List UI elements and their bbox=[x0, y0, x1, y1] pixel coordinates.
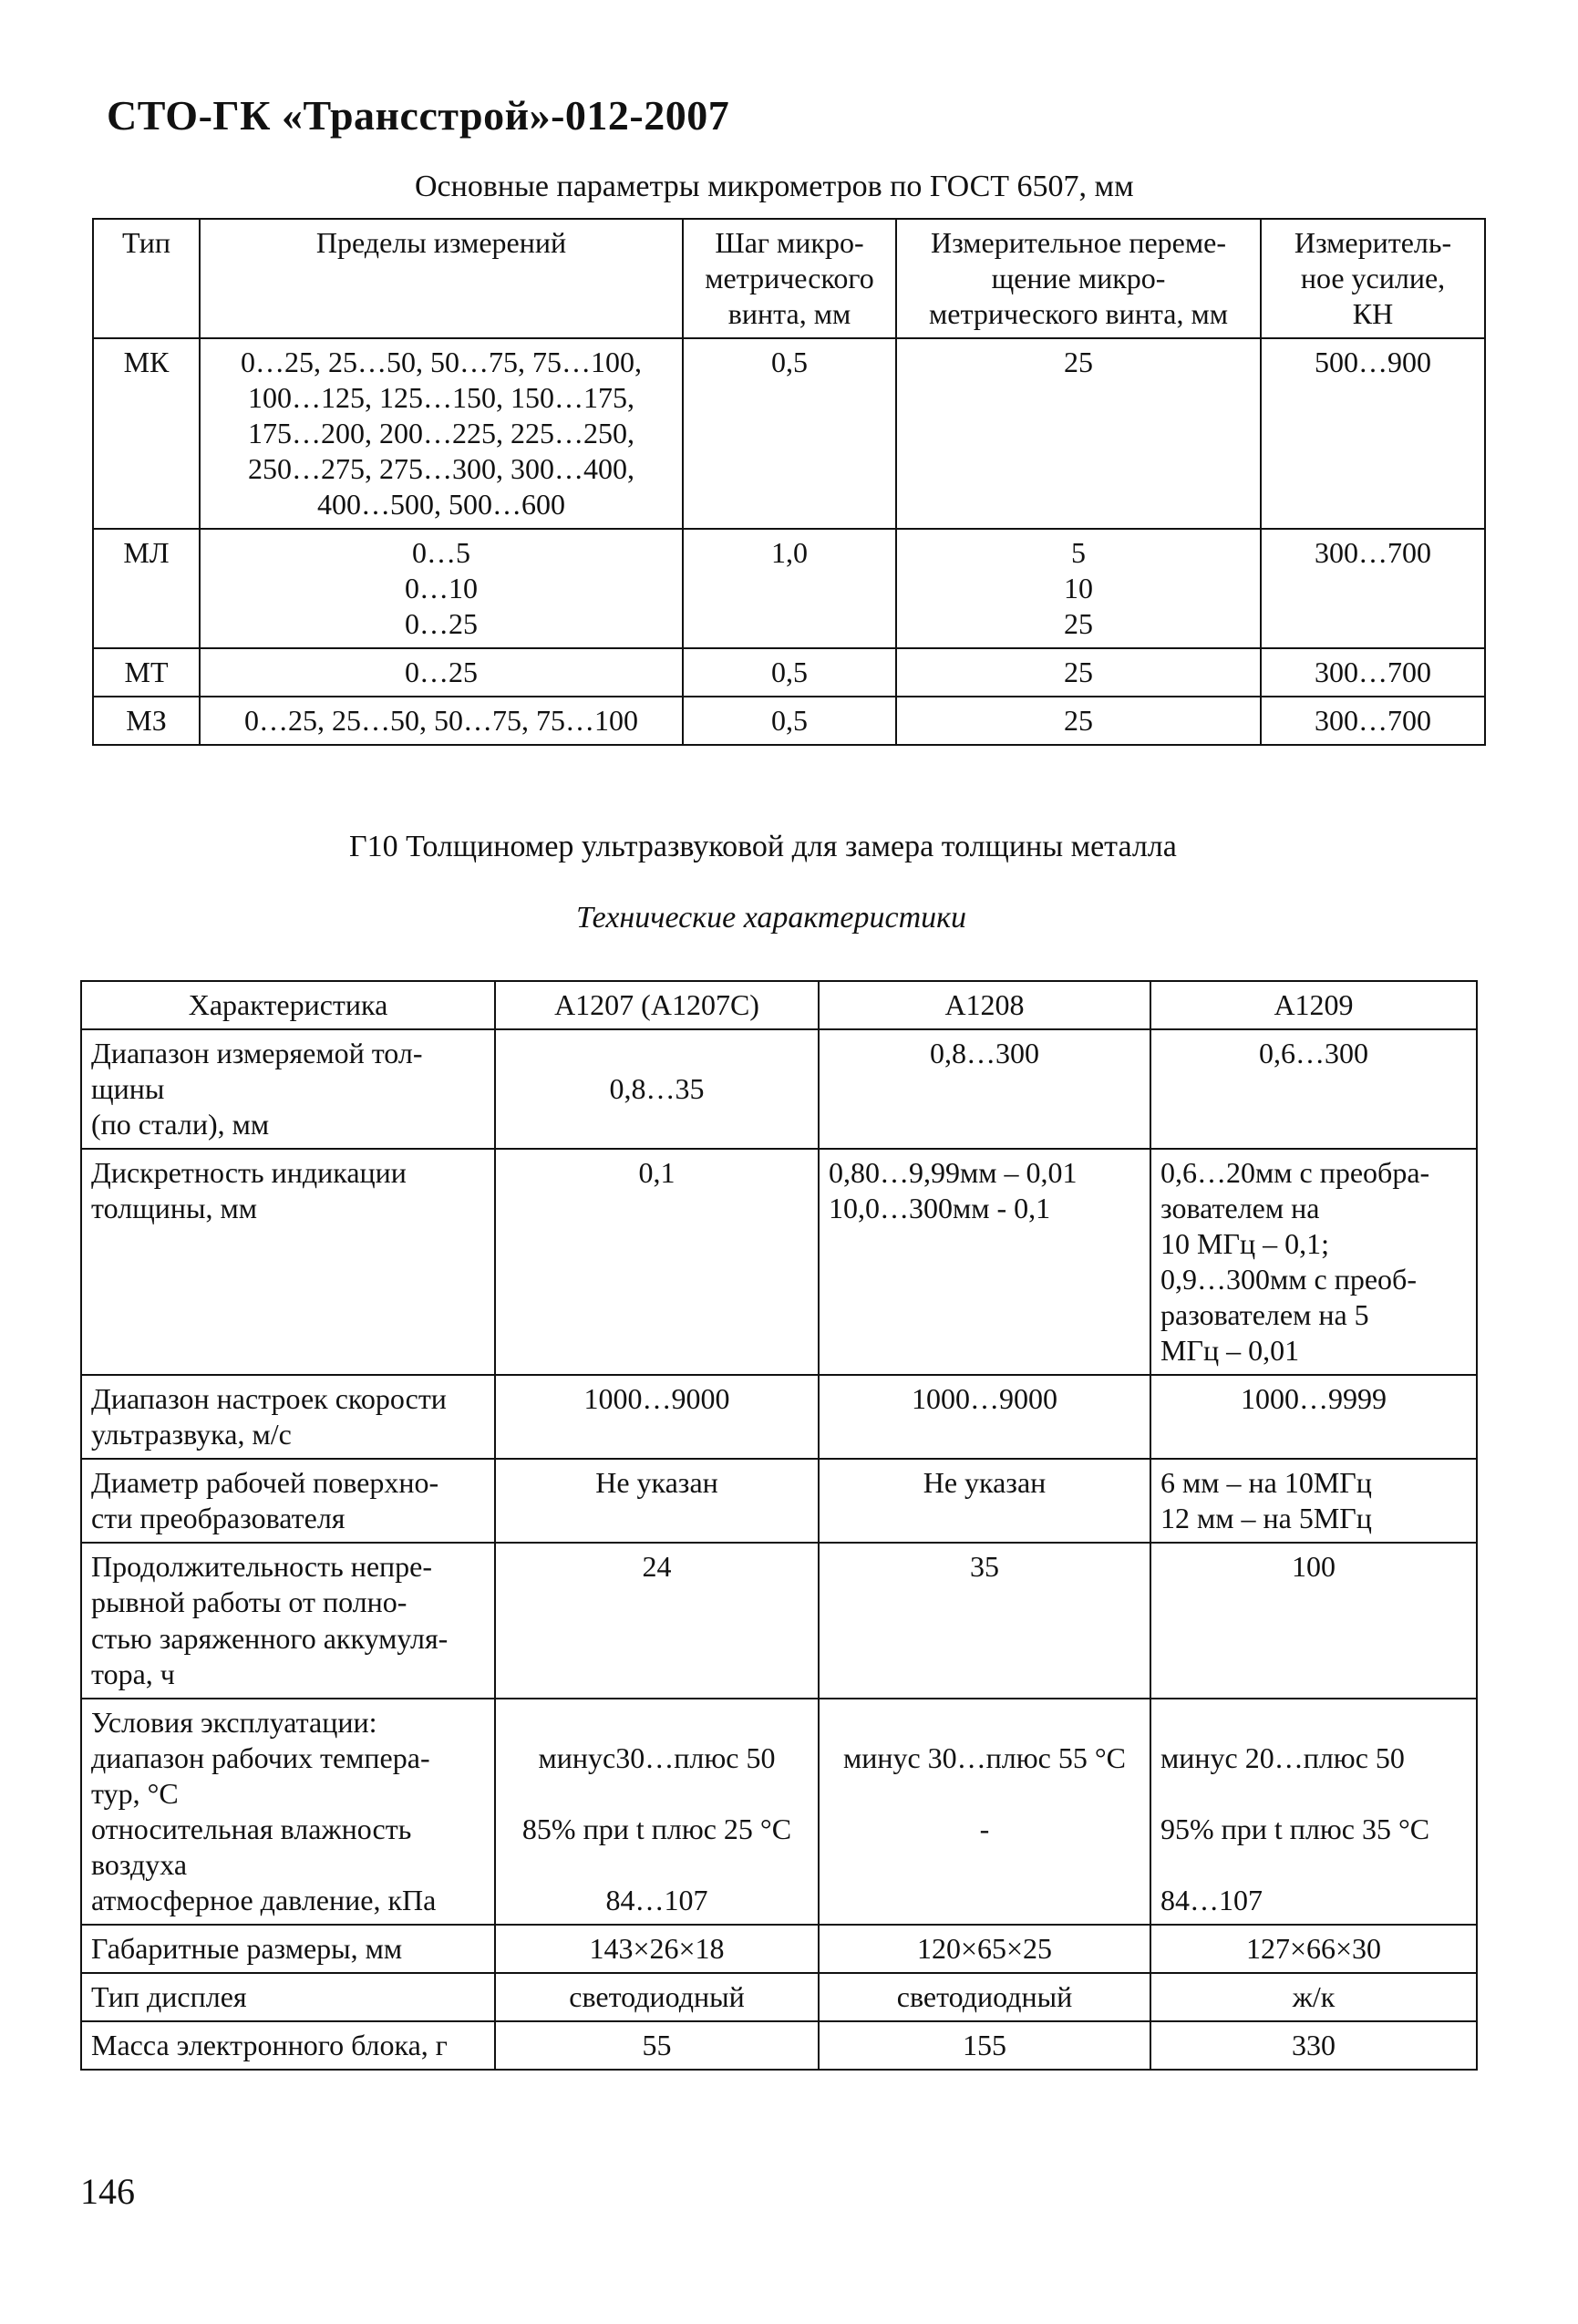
table-header-row bbox=[81, 981, 1477, 1029]
cell-a1209: 0,6…300 bbox=[1150, 1029, 1477, 1149]
table-row bbox=[81, 1029, 1477, 1149]
thickness-gauge-subtitle: Технические характеристики bbox=[576, 901, 967, 935]
table-row bbox=[81, 1459, 1477, 1543]
table-row bbox=[81, 1699, 1477, 1925]
table-row bbox=[93, 648, 1485, 697]
cell-a1208: 120×65×25 bbox=[819, 1925, 1150, 1973]
cell-a1208: 155 bbox=[819, 2021, 1150, 2070]
thickness-gauge-title: Г10 Толщиномер ультразвуковой для замера толщины металла bbox=[349, 830, 1177, 863]
header-a1209: А1209 bbox=[1150, 981, 1477, 1029]
header-step: Шаг микро- метрического винта, мм bbox=[683, 219, 896, 338]
cell-characteristic: Тип дисплея bbox=[81, 1973, 495, 2021]
cell-a1209: 330 bbox=[1150, 2021, 1477, 2070]
cell-a1208: 0,8…300 bbox=[819, 1029, 1150, 1149]
table-row bbox=[81, 1925, 1477, 1973]
cell-a1209: 1000…9999 bbox=[1150, 1375, 1477, 1459]
header-a1207: А1207 (А1207С) bbox=[495, 981, 819, 1029]
cell-limits: 0…25, 25…50, 50…75, 75…100 bbox=[200, 697, 683, 745]
cell-force: 500…900 bbox=[1261, 338, 1485, 529]
cell-a1209: 100 bbox=[1150, 1543, 1477, 1698]
cell-travel: 25 bbox=[896, 697, 1261, 745]
table-header-row bbox=[93, 219, 1485, 338]
cell-limits: 0…25, 25…50, 50…75, 75…100, 100…125, 125…150, 150…175, 175…200, 200…225, 225…250, 250…275, 275…300, 300…400, 400…500, 500…600 bbox=[200, 338, 683, 529]
cell-travel: 25 bbox=[896, 338, 1261, 529]
cell-a1207: 0,8…35 bbox=[495, 1029, 819, 1149]
cell-force: 300…700 bbox=[1261, 697, 1485, 745]
cell-characteristic: Масса электронного блока, г bbox=[81, 2021, 495, 2070]
table-row bbox=[81, 2021, 1477, 2070]
micrometers-caption: Основные параметры микрометров по ГОСТ 6507, мм bbox=[415, 170, 1134, 203]
table-row bbox=[93, 338, 1485, 529]
cell-a1209: 0,6…20мм с преобра- зователем на 10 МГц – 0,1; 0,9…300мм с преоб- разователем на 5 МГц – 0,01 bbox=[1150, 1149, 1477, 1375]
micrometers-table bbox=[92, 218, 1486, 746]
cell-a1207: 0,1 bbox=[495, 1149, 819, 1375]
cell-characteristic: Продолжительность непре- рывной работы от полно- стью заряженного аккумуля- тора, ч bbox=[81, 1543, 495, 1698]
cell-a1209: минус 20…плюс 50 95% при t плюс 35 °С 84…107 bbox=[1150, 1699, 1477, 1925]
cell-characteristic: Диапазон измеряемой тол- щины (по стали), мм bbox=[81, 1029, 495, 1149]
thickness-gauge-table bbox=[80, 980, 1478, 2071]
cell-step: 0,5 bbox=[683, 697, 896, 745]
page-number: 146 bbox=[80, 2171, 135, 2212]
cell-characteristic: Диапазон настроек скорости ультразвука, м/с bbox=[81, 1375, 495, 1459]
cell-a1207: 1000…9000 bbox=[495, 1375, 819, 1459]
cell-a1209: ж/к bbox=[1150, 1973, 1477, 2021]
cell-a1208: минус 30…плюс 55 °С - bbox=[819, 1699, 1150, 1925]
header-travel: Измерительное переме- щение микро- метрического винта, мм bbox=[896, 219, 1261, 338]
cell-a1207: 24 bbox=[495, 1543, 819, 1698]
cell-type: МЛ bbox=[93, 529, 200, 648]
header-characteristic: Характеристика bbox=[81, 981, 495, 1029]
cell-a1207: минус30…плюс 50 85% при t плюс 25 °С 84…107 bbox=[495, 1699, 819, 1925]
cell-a1208: 35 bbox=[819, 1543, 1150, 1698]
table-row bbox=[81, 1543, 1477, 1698]
header-force: Измеритель- ное усилие, КН bbox=[1261, 219, 1485, 338]
cell-a1207: светодиодный bbox=[495, 1973, 819, 2021]
cell-travel: 25 bbox=[896, 648, 1261, 697]
cell-step: 1,0 bbox=[683, 529, 896, 648]
cell-force: 300…700 bbox=[1261, 648, 1485, 697]
cell-a1208: Не указан bbox=[819, 1459, 1150, 1543]
cell-type: МК bbox=[93, 338, 200, 529]
cell-force: 300…700 bbox=[1261, 529, 1485, 648]
cell-characteristic: Диаметр рабочей поверхно- сти преобразователя bbox=[81, 1459, 495, 1543]
cell-limits: 0…25 bbox=[200, 648, 683, 697]
header-type: Тип bbox=[93, 219, 200, 338]
cell-a1207: 143×26×18 bbox=[495, 1925, 819, 1973]
cell-a1208: 0,80…9,99мм – 0,01 10,0…300мм - 0,1 bbox=[819, 1149, 1150, 1375]
cell-characteristic: Габаритные размеры, мм bbox=[81, 1925, 495, 1973]
cell-a1208: светодиодный bbox=[819, 1973, 1150, 2021]
header-limits: Пределы измерений bbox=[200, 219, 683, 338]
table-row bbox=[93, 697, 1485, 745]
table-row bbox=[81, 1149, 1477, 1375]
cell-a1207: 55 bbox=[495, 2021, 819, 2070]
cell-limits: 0…5 0…10 0…25 bbox=[200, 529, 683, 648]
cell-travel: 5 10 25 bbox=[896, 529, 1261, 648]
table-row bbox=[93, 529, 1485, 648]
table-row bbox=[81, 1375, 1477, 1459]
header-a1208: А1208 bbox=[819, 981, 1150, 1029]
cell-a1209: 127×66×30 bbox=[1150, 1925, 1477, 1973]
cell-step: 0,5 bbox=[683, 338, 896, 529]
cell-type: МТ bbox=[93, 648, 200, 697]
cell-type: МЗ bbox=[93, 697, 200, 745]
cell-characteristic: Дискретность индикации толщины, мм bbox=[81, 1149, 495, 1375]
cell-step: 0,5 bbox=[683, 648, 896, 697]
cell-a1207: Не указан bbox=[495, 1459, 819, 1543]
cell-a1208: 1000…9000 bbox=[819, 1375, 1150, 1459]
table-row bbox=[81, 1973, 1477, 2021]
document-header: СТО-ГК «Трансстрой»-012-2007 bbox=[107, 92, 730, 139]
cell-a1209: 6 мм – на 10МГц 12 мм – на 5МГц bbox=[1150, 1459, 1477, 1543]
cell-characteristic: Условия эксплуатации: диапазон рабочих темпера- тур, °С относительная влажность воздуха атмосферное давление, кПа bbox=[81, 1699, 495, 1925]
